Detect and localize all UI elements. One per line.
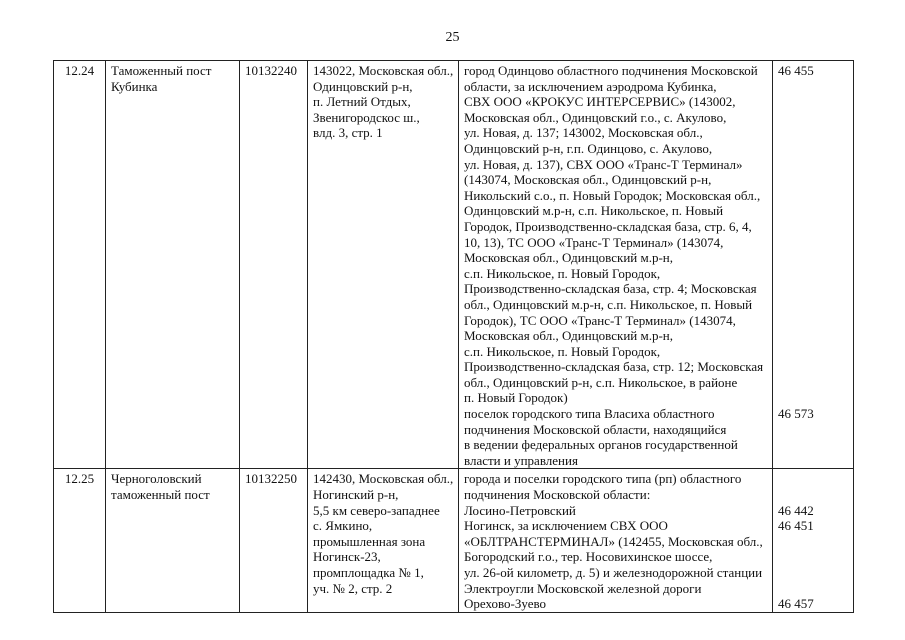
address-line: Одинцовский р-н, [313,78,413,94]
territory-line: Московская обл., Одинцовский г.о., с. Акулово, [464,109,727,125]
territory-description [459,469,773,612]
post-name-line: Черноголовский [111,471,202,487]
territory-line: обл., Одинцовский р-н, с.п. Никольское, в районе [464,374,738,390]
territory-line: «ОБЛТРАНСТЕРМИНАЛ» (142455, Московская обл., [464,533,763,549]
okato-codes [773,61,854,469]
territory-line: с.п. Никольское, п. Новый Городок, [464,343,661,359]
territory-line: подчинения Московской области: [464,487,651,503]
address-line: уч. № 2, стр. 2 [313,580,393,596]
address-line: Ногинский р-н, [313,487,399,503]
post-address [308,469,459,612]
okato-code: 46 451 [778,518,814,534]
territory-line: Орехово-Зуево [464,596,547,612]
territory-line: Одинцовский р-н, г.п. Одинцово, с. Акулово, [464,140,713,156]
post-name-line: таможенный пост [111,487,210,503]
territory-line: Производственно-складская база, стр. 12; Московская [464,359,764,375]
territory-line: Одинцовский м.р-н, с.п. Никольское, п. Новый [464,203,724,219]
territory-line: Городок, Производственно-складская база, стр. 6, 4, [464,218,752,234]
row-number: 12.25 [54,469,106,612]
okato-code: 46 455 [778,63,814,78]
territory-line: Ногинск, за исключением СВХ ООО [464,518,668,534]
address-line: промышленная зона [313,533,426,549]
address-line: промплощадка № 1, [313,565,424,580]
post-name-line: Таможенный пост [111,63,212,78]
post-name [106,469,240,612]
row-number: 12.24 [54,61,106,469]
post-address [308,61,459,469]
table-row [54,61,854,469]
post-name-line: Кубинка [111,78,158,94]
territory-line: города и поселки городского типа (рп) областного [464,471,742,487]
territory-line: п. Новый Городок) [464,390,568,406]
page-number: 25 [445,30,460,45]
post-name [106,61,240,469]
address-line: 5,5 км северо-западнее [313,502,440,518]
territory-line: Московская обл., Одинцовский м.р-н, [464,328,673,344]
territory-line: ул. Новая, д. 137; 143002, Московская обл., [464,125,703,141]
territory-line: обл., Одинцовский м.р-н, с.п. Никольское, п. Новый [464,296,753,312]
territory-line: власти и управления [464,452,578,468]
customs-table [53,60,854,613]
address-line: 142430, Московская обл., [313,471,454,487]
post-code: 10132240 [240,61,308,469]
territory-line: Лосино-Петровский [464,502,576,518]
territory-line: поселок городского типа Власиха областного [464,406,715,422]
table-row [54,469,854,612]
address-line: Звенигородскос ш., [313,109,420,125]
territory-line: 10, 13), ТС ООО «Транс-Т Терминал» (143074, [464,234,724,250]
okato-codes [773,469,854,612]
territory-line: в ведении федеральных органов государственной [464,437,738,453]
territory-line: (143074, Московская обл., Одинцовский р-н, [464,172,712,188]
territory-line: ул. 26-ой километр, д. 5) и железнодорожной станции [464,565,763,580]
territory-line: Богородский г.о., тер. Носовихинское шоссе, [464,549,713,565]
okato-code: 46 457 [778,596,814,612]
territory-line: Городок), ТС ООО «Транс-Т Терминал» (143074, [464,312,736,328]
address-line: 143022, Московская обл., [313,63,454,78]
post-code: 10132250 [240,469,308,612]
okato-code: 46 573 [778,406,814,422]
territory-line: ул. Новая, д. 137), СВХ ООО «Транс-Т Терминал» [464,156,743,172]
territory-line: Никольский с.о., п. Новый Городок; Московская обл., [464,187,761,203]
territory-line: СВХ ООО «КРОКУС ИНТЕРСЕРВИС» (143002, [464,94,736,110]
territory-line: области, за исключением аэродрома Кубинка, [464,78,717,94]
territory-line: Московская обл., Одинцовский м.р-н, [464,250,673,266]
territory-line: подчинения Московской области, находящийся [464,421,727,437]
territory-line: Производственно-складская база, стр. 4; Московская [464,281,757,297]
territory-line: Электроугли Московской железной дороги [464,580,702,596]
territory-line: город Одинцово областного подчинения Московской [464,63,758,78]
address-line: с. Ямкино, [313,518,373,534]
territory-description [459,61,773,469]
address-line: влд. 3, стр. 1 [313,125,383,141]
okato-code: 46 442 [778,502,814,518]
address-line: п. Летний Отдых, [313,94,411,110]
address-line: Ногинск-23, [313,549,381,565]
territory-line: с.п. Никольское, п. Новый Городок, [464,265,661,281]
